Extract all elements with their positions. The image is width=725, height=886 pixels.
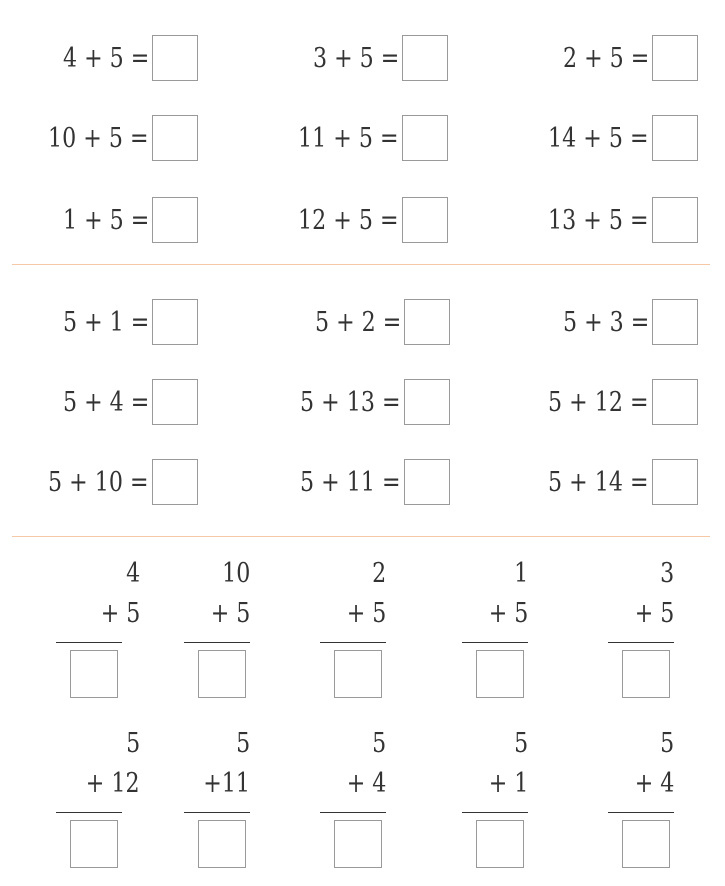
answer-box[interactable] (652, 379, 698, 425)
top-number: 5 (235, 728, 250, 759)
top-number: 1 (513, 558, 528, 589)
answer-box[interactable] (404, 459, 450, 505)
addend-line: + 4 (346, 768, 386, 799)
answer-box[interactable] (652, 459, 698, 505)
equation (20, 458, 198, 506)
equation (20, 34, 198, 82)
top-number: 3 (659, 558, 674, 589)
answer-box[interactable] (334, 650, 382, 698)
equation-text: 5 + 4 = (62, 386, 149, 418)
top-number: 5 (125, 728, 140, 759)
equation-text: 5 + 13 = (300, 386, 401, 418)
equation (272, 458, 450, 506)
equation-text: 5 + 1 = (62, 306, 149, 338)
answer-box[interactable] (404, 379, 450, 425)
equation-text: 1 + 5 = (62, 204, 149, 236)
addend-line: + 12 (86, 768, 140, 799)
answer-box[interactable] (334, 820, 382, 868)
equation (20, 196, 198, 244)
equation (20, 378, 198, 426)
equation (270, 196, 448, 244)
equation-text: 13 + 5 = (548, 204, 649, 236)
equation-text: 5 + 3 = (562, 306, 649, 338)
section-divider (12, 264, 710, 265)
addend-line: +11 (203, 768, 250, 799)
answer-box[interactable] (652, 35, 698, 81)
top-number: 2 (371, 558, 386, 589)
equation (520, 378, 698, 426)
addend-line: + 5 (210, 598, 250, 629)
equation-text: 14 + 5 = (548, 122, 649, 154)
equation-text: 5 + 2 = (314, 306, 401, 338)
sum-line (320, 812, 386, 813)
answer-box[interactable] (652, 197, 698, 243)
equation (520, 196, 698, 244)
answer-box[interactable] (402, 35, 448, 81)
sum-line (608, 812, 674, 813)
answer-box[interactable] (198, 650, 246, 698)
answer-box[interactable] (476, 650, 524, 698)
answer-box[interactable] (70, 650, 118, 698)
equation-text: 5 + 12 = (548, 386, 649, 418)
equation-text: 2 + 5 = (562, 42, 649, 74)
answer-box[interactable] (652, 299, 698, 345)
sum-line (184, 642, 250, 643)
top-number: 5 (513, 728, 528, 759)
equation (272, 378, 450, 426)
answer-box[interactable] (152, 115, 198, 161)
answer-box[interactable] (402, 115, 448, 161)
sum-line (462, 812, 528, 813)
top-number: 10 (221, 558, 250, 589)
equation (20, 298, 198, 346)
answer-box[interactable] (70, 820, 118, 868)
equation-text: 3 + 5 = (312, 42, 399, 74)
equation-text: 4 + 5 = (62, 42, 149, 74)
equation (270, 34, 448, 82)
answer-box[interactable] (476, 820, 524, 868)
addend-line: + 1 (488, 768, 528, 799)
sum-line (320, 642, 386, 643)
answer-box[interactable] (198, 820, 246, 868)
sum-line (462, 642, 528, 643)
answer-box[interactable] (402, 197, 448, 243)
equation (20, 114, 198, 162)
equation (272, 298, 450, 346)
top-number: 4 (125, 558, 140, 589)
answer-box[interactable] (652, 115, 698, 161)
equation (520, 114, 698, 162)
addend-line: + 5 (100, 598, 140, 629)
equation-text: 5 + 10 = (48, 466, 149, 498)
sum-line (184, 812, 250, 813)
addend-line: + 5 (488, 598, 528, 629)
equation (520, 34, 698, 82)
answer-box[interactable] (152, 299, 198, 345)
answer-box[interactable] (622, 650, 670, 698)
equation-text: 12 + 5 = (298, 204, 399, 236)
top-number: 5 (659, 728, 674, 759)
sum-line (56, 642, 122, 643)
answer-box[interactable] (622, 820, 670, 868)
sum-line (56, 812, 122, 813)
answer-box[interactable] (152, 35, 198, 81)
answer-box[interactable] (152, 379, 198, 425)
addend-line: + 5 (634, 598, 674, 629)
equation (520, 298, 698, 346)
equation-text: 10 + 5 = (48, 122, 149, 154)
top-number: 5 (371, 728, 386, 759)
section-divider (12, 536, 710, 537)
answer-box[interactable] (404, 299, 450, 345)
equation-text: 5 + 14 = (548, 466, 649, 498)
addend-line: + 4 (634, 768, 674, 799)
answer-box[interactable] (152, 459, 198, 505)
answer-box[interactable] (152, 197, 198, 243)
equation-text: 11 + 5 = (298, 122, 399, 154)
addend-line: + 5 (346, 598, 386, 629)
equation (270, 114, 448, 162)
equation (520, 458, 698, 506)
sum-line (608, 642, 674, 643)
equation-text: 5 + 11 = (300, 466, 401, 498)
